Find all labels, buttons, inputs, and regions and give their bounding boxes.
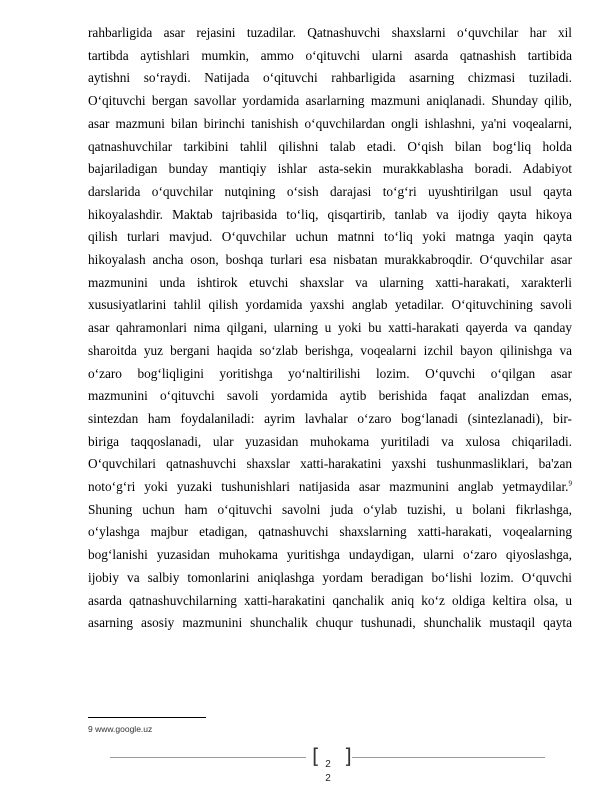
text-line: bog‘lanishi yuzasidan muhokama yuritishga undaydigan, ularni o‘zaro qiyoslashga, [88,547,572,563]
text-line: mazmunini unda ishtirok etuvchi shaxslar va ularning xatti-harakati, xarakterli [88,274,572,290]
text-line: qilish turlari mavjud. O‘quvchilar uchun matnni to‘liq yoki matnga yaqin qayta [88,229,572,245]
text-line: noto‘g‘ri yoki yuzaki tushunishlari natijasida asar mazmunini anglab yetmaydilar. [88,479,569,495]
text-line: Shuning uchun ham o‘qituvchi savolni juda o‘ylab tuzishi, u bolani fikrlashga, [88,501,572,517]
text-line-with-footnote [88,476,572,499]
footnote-reference[interactable]: 9 [568,479,572,488]
footnote-text: 9 www.google.uz [88,724,153,734]
right-bracket-icon: ] [344,744,352,768]
text-line: ijobiy va salbiy tomonlarini aniqlashga yordam beradigan bo‘lishi lozim. O‘quvchi [88,569,572,585]
text-line: hikoyalashdir. Maktab tajribasida to‘liq, qisqartirib, tanlab va ijodiy qayta hikoya [88,206,572,222]
text-line: aytishni so‘raydi. Natijada o‘qituvchi rahbarligida asarning chizmasi tuziladi. [88,70,572,86]
text-line: darslarida o‘quvchilar nutqining o‘sish darajasi to‘g‘ri uyushtirilgan usul qayta [88,183,572,199]
text-line: asar mazmuni bilan birinchi tanishish o‘quvchilardan ongli ishlashni, ya'ni voqealarni, [88,115,572,131]
text-line: tartibda aytishlari mumkin, ammo o‘qituvchi ularni asarda qatnashish tartibida [88,47,572,63]
text-line: sintezdan ham foydalaniladi: ayrim lavhalar o‘zaro bog‘lanadi (sintezlanadi), bir- [88,410,572,426]
text-line: asarda qatnashuvchilarning xatti-harakatini qanchalik aniq ko‘z oldiga keltira olsa, u [88,592,572,608]
text-line: mazmunini o‘qituvchi savoli yordamida aytib berishida faqat analizdan emas, [88,388,572,404]
text-line: qatnashuvchilar tarkibini tahlil qilishni talab etadi. O‘qish bilan bog‘liq holda [88,138,572,154]
footer-rule-left [110,757,306,758]
page-number: 2 [325,759,331,770]
text-line: hikoyalash ancha oson, boshqa turlari esa nisbatan murakkabroqdir. O‘quvchilar asar [88,252,572,268]
text-line: o‘zaro bog‘liqligini yoritishga yo‘naltirilishi lozim. O‘quvchi o‘qilgan asar [88,365,572,381]
footer-rule-right [352,757,545,758]
text-line: sharoitda yuz bergani haqida so‘zlab berishga, voqealarni izchil bayon qilinishga va [88,342,572,358]
text-line: biriga taqqoslanadi, ular yuzasidan muhokama yuritiladi va xulosa chiqariladi. [88,433,572,449]
text-line: o‘ylashga majbur etadigan, qatnashuvchi shaxslarning xatti-harakati, voqealarning [88,524,572,540]
left-bracket-icon: [ [312,744,320,768]
body-text [88,22,572,635]
text-line: asarning asosiy mazmunini shunchalik chuqur tushunadi, shunchalik mustaqil qayta [88,615,572,631]
text-line: O‘qituvchi bergan savollar yordamida asarlarning mazmuni aniqlanadi. Shunday qilib, [88,93,572,109]
text-line: rahbarligida asar rejasini tuzadilar. Qatnashuvchi shaxslarni o‘quvchilar har xil [88,25,572,40]
footnote-divider [88,717,206,718]
text-line: asar qahramonlari nima qilgani, ularning u yoki bu xatti-harakati qayerda va qanday [88,320,572,336]
text-line: bajariladigan bunday mantiqiy ishlar asta-sekin murakkablasha boradi. Adabiyot [88,161,572,177]
text-line: xususiyatlarini tahlil qilish yordamida yaxshi anglab yetadilar. O‘qituvchining savoli [88,297,572,313]
text-line: O‘quvchilari qatnashuvchi shaxslar xatti-harakatini yaxshi tushunmasliklari, ba'zan [88,456,572,472]
page-number-secondary: 2 [325,773,331,784]
